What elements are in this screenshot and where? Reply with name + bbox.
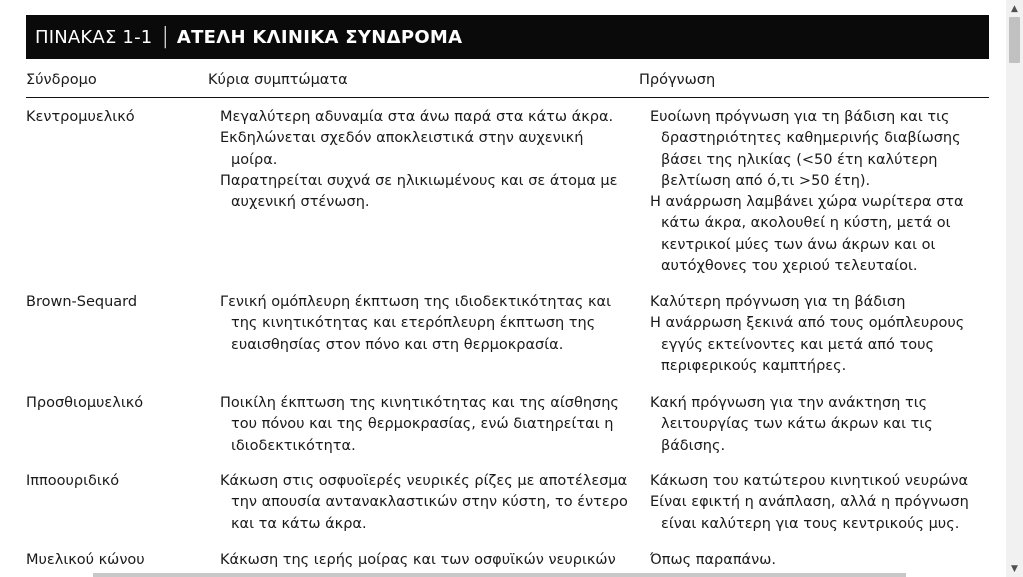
symptom-item: Γενική ομόπλευρη έκπτωση της ιδιοδεκτικότητας και της κινητικότητας και ετερόπλευρη έκπτωση της ευαισθησίας στον πόνο και στη θερμοκρασία. [220, 294, 611, 353]
title-separator: | [161, 24, 169, 49]
prognosis-item: Είναι εφικτή η ανάπλαση, αλλά η πρόγνωση είναι καλύτερη για τους κεντρικούς μυς. [650, 494, 969, 532]
syndrome-cell: Ιπποουριδικό [26, 473, 120, 489]
prognosis-item: Καλύτερη πρόγνωση για τη βάδιση [650, 294, 906, 310]
prognosis-cell [650, 107, 990, 277]
prognosis-item: Κάκωση του κατώτερου κινητικού νευρώνα [650, 473, 969, 489]
prognosis-item: Κακή πρόγνωση για την ανάκτηση τις λειτουργίας των κάτω άκρων και τις βάδισης. [650, 395, 933, 454]
table-header-row [26, 70, 989, 98]
prognosis-item: Η ανάρρωση λαμβάνει χώρα νωρίτερα στα κάτω άκρα, ακολουθεί η κύστη, μετά οι κεντρικοί μύες των άνω άκρων και οι αυτόχθονες του χεριού τελευταίοι. [650, 194, 964, 275]
prognosis-item: Όπως παραπάνω. [650, 552, 776, 568]
scrollbar-thumb[interactable] [1009, 17, 1020, 63]
scroll-up-icon[interactable]: ▲ [1011, 3, 1018, 14]
prognosis-cell [650, 292, 990, 377]
header-symptoms: Κύρια συμπτώματα [208, 72, 348, 88]
header-prognosis: Πρόγνωση [639, 72, 716, 88]
symptom-item: Παρατηρείται συχνά σε ηλικιωμένους και σε άτομα με αυχενική στένωση. [220, 172, 618, 211]
prognosis-cell [650, 471, 990, 535]
prognosis-cell [650, 393, 990, 457]
table-title: ΑΤΕΛΗ ΚΛΙΝΙΚΑ ΣΥΝΔΡΟΜΑ [176, 26, 463, 48]
prognosis-cell [650, 550, 990, 571]
symptom-item: Μεγαλύτερη αδυναμία στα άνω παρά στα κάτω άκρα. [220, 109, 614, 125]
table-title-bar [26, 15, 989, 59]
syndrome-cell: Μυελικού κώνου [26, 552, 145, 568]
syndrome-cell: Brown-Sequard [26, 294, 138, 310]
horizontal-scrollbar-thumb[interactable] [93, 573, 906, 577]
scroll-down-icon[interactable]: ▼ [1011, 563, 1018, 574]
symptom-item: Ποικίλη έκπτωση της κινητικότητας και της αίσθησης του πόνου και της θερμοκρασίας, ενώ διατηρείται η ιδιοδεκτικότητα. [220, 395, 619, 454]
symptom-item: Κάκωση στις οσφυοϊερές νευρικές ρίζες με αποτέλεσμα την απουσία αντανακλαστικών στην κύστη, το έντερο και τα κάτω άκρα. [220, 473, 628, 532]
header-syndrome: Σύνδρομο [26, 72, 97, 88]
symptoms-cell [220, 550, 632, 571]
table-label: ΠΙΝΑΚΑΣ 1-1 [35, 26, 153, 48]
prognosis-item: Η ανάρρωση ξεκινά από τους ομόπλευρους εγγύς εκτείνοντες και μετά από τους περιφερικούς καμπτήρες. [650, 315, 965, 374]
symptoms-cell [220, 107, 632, 213]
prognosis-item: Ευοίωνη πρόγνωση για τη βάδιση και τις δραστηριότητες καθημερινής διαβίωσης βάσει της ηλικίας (<50 έτη καλύτερη βελτίωση από ό,τι >50 έτη). [650, 109, 961, 189]
vertical-scrollbar[interactable] [1006, 0, 1023, 577]
syndrome-cell: Κεντρομυελικό [26, 109, 135, 125]
symptoms-cell [220, 471, 632, 535]
symptom-item: Κάκωση της ιερής μοίρας και των οσφυϊκών νευρικών [220, 552, 616, 568]
syndrome-cell: Προσθιομυελικό [26, 395, 144, 411]
symptom-item: Εκδηλώνεται σχεδόν αποκλειστικά στην αυχενική μοίρα. [220, 130, 584, 168]
symptoms-cell [220, 393, 632, 457]
symptoms-cell [220, 292, 632, 356]
